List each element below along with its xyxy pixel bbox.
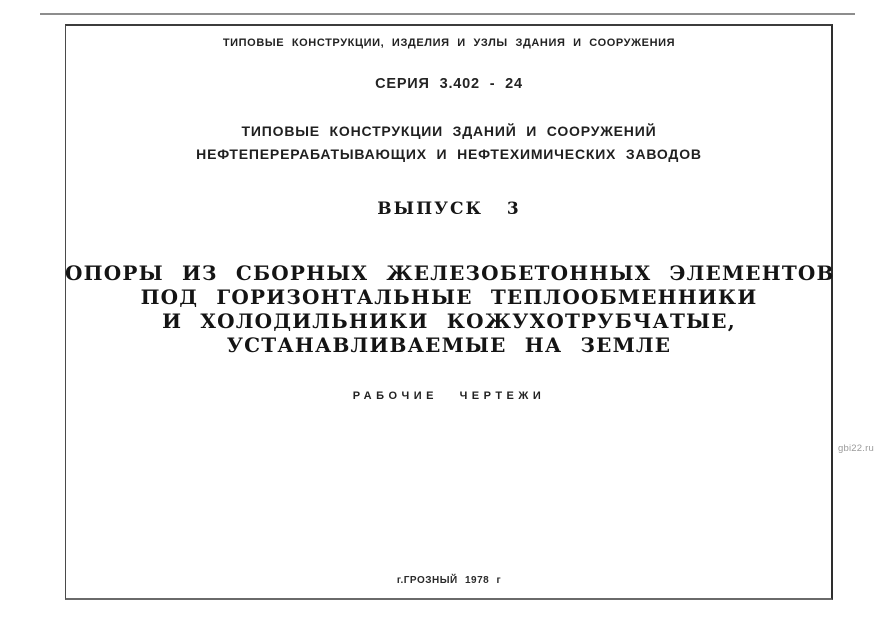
site-watermark: gbi22.ru bbox=[838, 443, 874, 454]
main-title-line-3: И ХОЛОДИЛЬНИКИ КОЖУХОТРУБЧАТЫЕ, bbox=[162, 309, 736, 333]
subtitle-working-drawings: РАБОЧИЕ ЧЕРТЕЖИ bbox=[352, 390, 546, 402]
document-category-line: ТИПОВЫЕ КОНСТРУКЦИИ, ИЗДЕЛИЯ И УЗЛЫ ЗДАНИЯ И СООРУЖЕНИЯ bbox=[222, 37, 676, 49]
main-title-line-1: ОПОРЫ ИЗ СБОРНЫХ ЖЕЛЕЗОБЕТОННЫХ ЭЛЕМЕНТОВ bbox=[65, 261, 835, 285]
main-title bbox=[65, 261, 833, 357]
organization-line-2: НЕФТЕПЕРЕРАБАТЫВАЮЩИХ И НЕФТЕХИМИЧЕСКИХ ЗАВОДОВ bbox=[196, 146, 702, 162]
main-title-line-4: УСТАНАВЛИВАЕМЫЕ НА ЗЕМЛЕ bbox=[226, 333, 672, 357]
main-title-line-2: ПОД ГОРИЗОНТАЛЬНЫЕ ТЕПЛООБМЕННИКИ bbox=[140, 285, 758, 309]
top-scan-rule bbox=[40, 13, 855, 15]
series-number: СЕРИЯ 3.402 - 24 bbox=[375, 76, 523, 92]
organization-line-1: ТИПОВЫЕ КОНСТРУКЦИИ ЗДАНИЙ И СООРУЖЕНИЙ bbox=[241, 123, 657, 139]
footer-place-year: г.ГРОЗНЫЙ 1978 г bbox=[396, 575, 502, 586]
issue-number: ВЫПУСК 3 bbox=[377, 199, 521, 219]
